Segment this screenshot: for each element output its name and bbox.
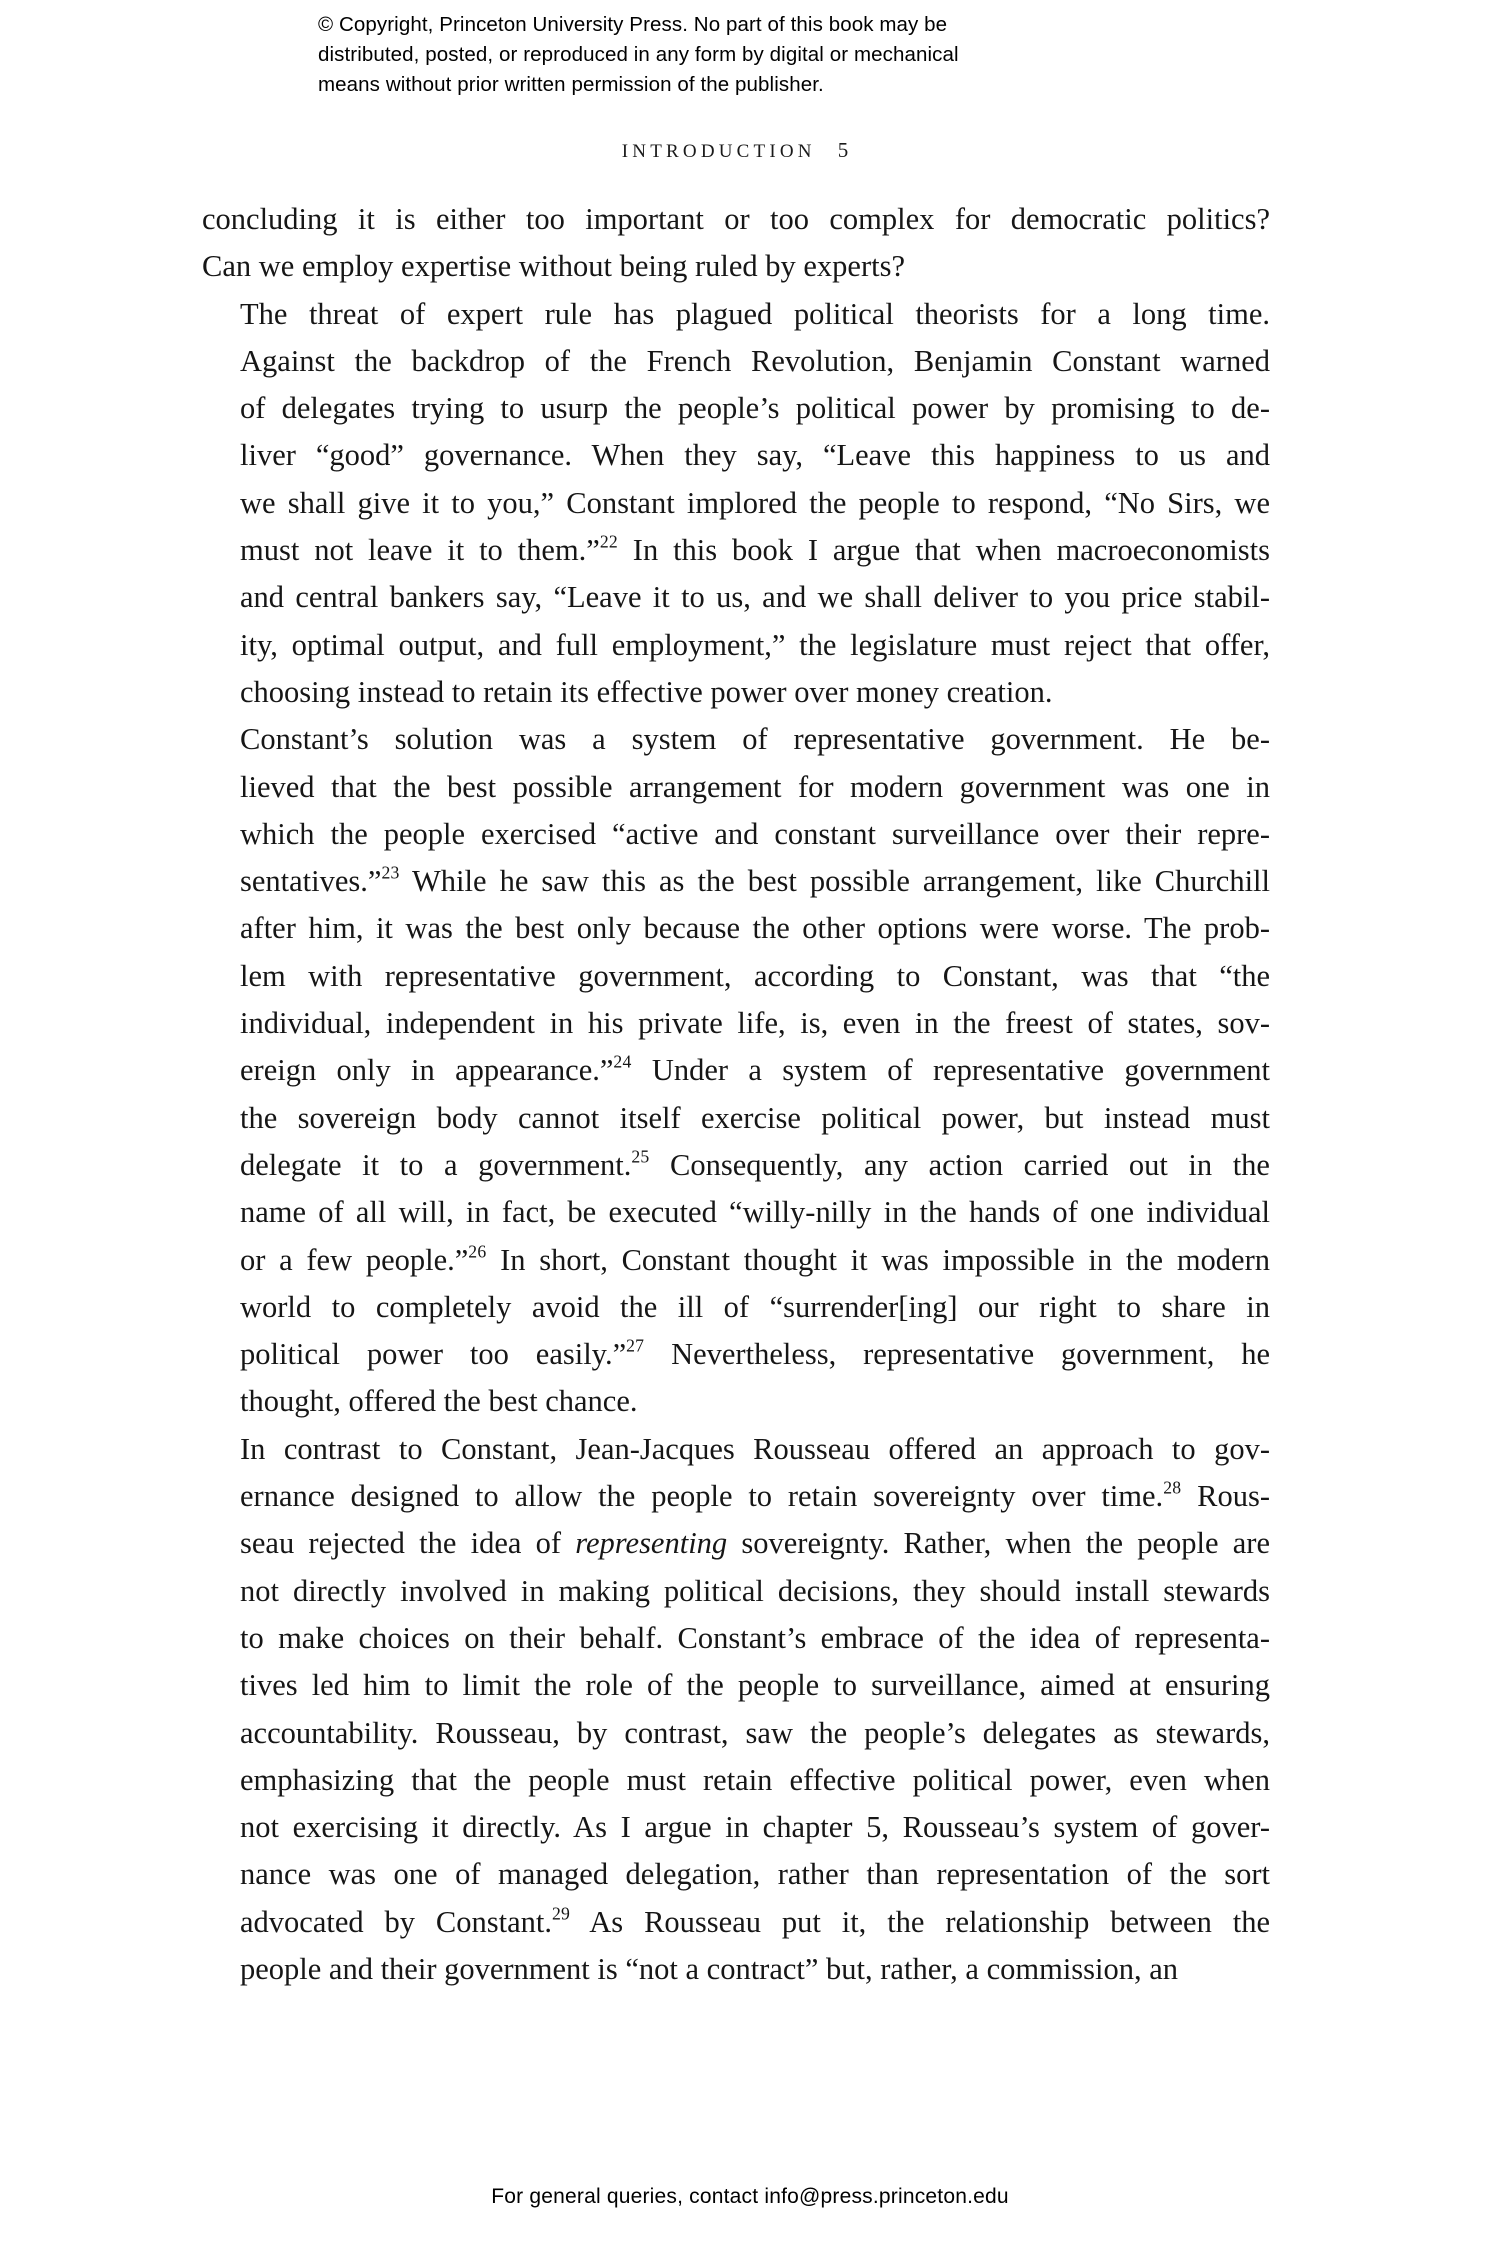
text-line: individual, independent in his private life, is, even in the freest of states, sov- xyxy=(240,1006,1270,1041)
line-segment: seau rejected the idea of xyxy=(240,1526,576,1561)
body-text-column xyxy=(202,196,1270,1993)
copyright-line: means without prior written permission of the publisher. xyxy=(318,73,824,96)
text-line: choosing instead to retain its effective power over money creation. xyxy=(240,674,1053,709)
text-line xyxy=(202,1047,1270,1094)
text-line xyxy=(202,1142,1270,1189)
text-line: emphasizing that the people must retain effective political power, even when xyxy=(240,1762,1270,1797)
footnote-marker-26: 26 xyxy=(468,1240,487,1261)
text-line: lieved that the best possible arrangement for modern government was one in xyxy=(240,769,1270,804)
page-footer: For general queries, contact info@press.princeton.edu xyxy=(491,2185,1009,2208)
paragraph-1 xyxy=(202,196,1270,291)
text-line: the sovereign body cannot itself exercise political power, but instead must xyxy=(240,1100,1270,1135)
text-line xyxy=(202,1520,1270,1567)
line-segment: or a few people.” xyxy=(240,1242,469,1277)
text-line: In contrast to Constant, Jean-Jacques Rousseau offered an approach to gov- xyxy=(240,1431,1270,1466)
paragraph-2 xyxy=(202,291,1270,717)
text-line xyxy=(202,527,1270,574)
text-line xyxy=(202,1237,1270,1284)
text-line xyxy=(202,1899,1270,1946)
text-line: The threat of expert rule has plagued political theorists for a long time. xyxy=(240,296,1270,331)
line-segment: ereign only in appearance.” xyxy=(240,1053,614,1088)
copyright-line: © Copyright, Princeton University Press. No part of this book may be xyxy=(318,13,948,36)
line-segment: sovereignty. Rather, when the people are xyxy=(727,1526,1270,1561)
footnote-marker-25: 25 xyxy=(631,1146,650,1167)
text-line: and central bankers say, “Leave it to us, and we shall deliver to you price stabil- xyxy=(240,580,1270,615)
text-line: Against the backdrop of the French Revolution, Benjamin Constant warned xyxy=(240,343,1270,378)
footnote-marker-23: 23 xyxy=(381,862,400,883)
line-segment: In short, Constant thought it was impossible in the modern xyxy=(486,1242,1270,1277)
line-segment: Under a system of representative government xyxy=(631,1053,1271,1088)
line-segment: advocated by Constant. xyxy=(240,1904,552,1939)
line-segment: Nevertheless, representative government, he xyxy=(644,1337,1270,1372)
line-segment: political power too easily.” xyxy=(240,1337,627,1372)
text-line: Can we employ expertise without being ruled by experts? xyxy=(202,249,906,284)
text-line: thought, offered the best chance. xyxy=(240,1384,638,1419)
line-segment: Rous- xyxy=(1181,1479,1270,1514)
text-line: lem with representative government, according to Constant, was that “the xyxy=(240,958,1270,993)
text-line: name of all will, in fact, be executed “willy-nilly in the hands of one individual xyxy=(240,1195,1270,1230)
text-line: world to completely avoid the ill of “surrender[ing] our right to share in xyxy=(240,1289,1270,1324)
line-segment: While he saw this as the best possible arrangement, like Churchill xyxy=(399,864,1270,899)
page-number: 5 xyxy=(837,138,849,162)
footnote-marker-29: 29 xyxy=(551,1902,571,1923)
text-line: Constant’s solution was a system of representative government. He be- xyxy=(240,722,1270,757)
footnote-marker-28: 28 xyxy=(1163,1477,1182,1498)
text-line: ity, optimal output, and full employment,” the legislature must reject that offer, xyxy=(240,627,1270,662)
paragraph-4 xyxy=(202,1426,1270,1994)
text-line: not exercising it directly. As I argue in chapter 5, Rousseau’s system of gover- xyxy=(240,1810,1270,1845)
text-line: nance was one of managed delegation, rather than representation of the sort xyxy=(240,1857,1270,1892)
running-head-title: INTRODUCTION xyxy=(621,141,816,162)
paragraph-3 xyxy=(202,716,1270,1425)
text-line: of delegates trying to usurp the people’s political power by promising to de- xyxy=(240,391,1270,426)
text-line: people and their government is “not a contract” but, rather, a commission, an xyxy=(240,1951,1179,1986)
text-line: after him, it was the best only because the other options were worse. The prob- xyxy=(240,911,1270,946)
text-line: not directly involved in making political decisions, they should install stewards xyxy=(240,1573,1270,1608)
footnote-marker-24: 24 xyxy=(613,1051,632,1072)
text-line: accountability. Rousseau, by contrast, saw the people’s delegates as stewards, xyxy=(240,1715,1270,1750)
text-line: to make choices on their behalf. Constant’s embrace of the idea of representa- xyxy=(240,1620,1270,1655)
running-head xyxy=(202,138,1268,163)
text-line: which the people exercised “active and constant surveillance over their repre- xyxy=(240,816,1270,851)
line-segment: As Rousseau put it, the relationship between the xyxy=(570,1904,1270,1939)
text-line xyxy=(202,1331,1270,1378)
footnote-marker-22: 22 xyxy=(599,531,618,552)
text-line: tives led him to limit the role of the people to surveillance, aimed at ensuring xyxy=(240,1668,1270,1703)
line-segment: ernance designed to allow the people to retain sovereignty over time. xyxy=(240,1479,1164,1514)
line-segment: delegate it to a government. xyxy=(240,1147,632,1182)
italic-term-representing: representing xyxy=(575,1526,728,1561)
text-line: we shall give it to you,” Constant implored the people to respond, “No Sirs, we xyxy=(240,485,1270,520)
text-line: concluding it is either too important or too complex for democratic politics? xyxy=(202,202,1270,236)
copyright-notice xyxy=(318,10,1178,100)
text-line xyxy=(202,1473,1270,1520)
line-segment: sentatives.” xyxy=(240,864,382,899)
text-line: liver “good” governance. When they say, “Leave this happiness to us and xyxy=(240,438,1270,473)
footnote-marker-27: 27 xyxy=(626,1335,645,1356)
line-segment: In this book I argue that when macroeconomists xyxy=(617,533,1270,568)
text-line xyxy=(202,858,1270,905)
line-segment: Consequently, any action carried out in the xyxy=(649,1147,1270,1182)
line-segment: must not leave it to them.” xyxy=(240,533,600,568)
copyright-line: distributed, posted, or reproduced in any form by digital or mechanical xyxy=(318,43,959,66)
